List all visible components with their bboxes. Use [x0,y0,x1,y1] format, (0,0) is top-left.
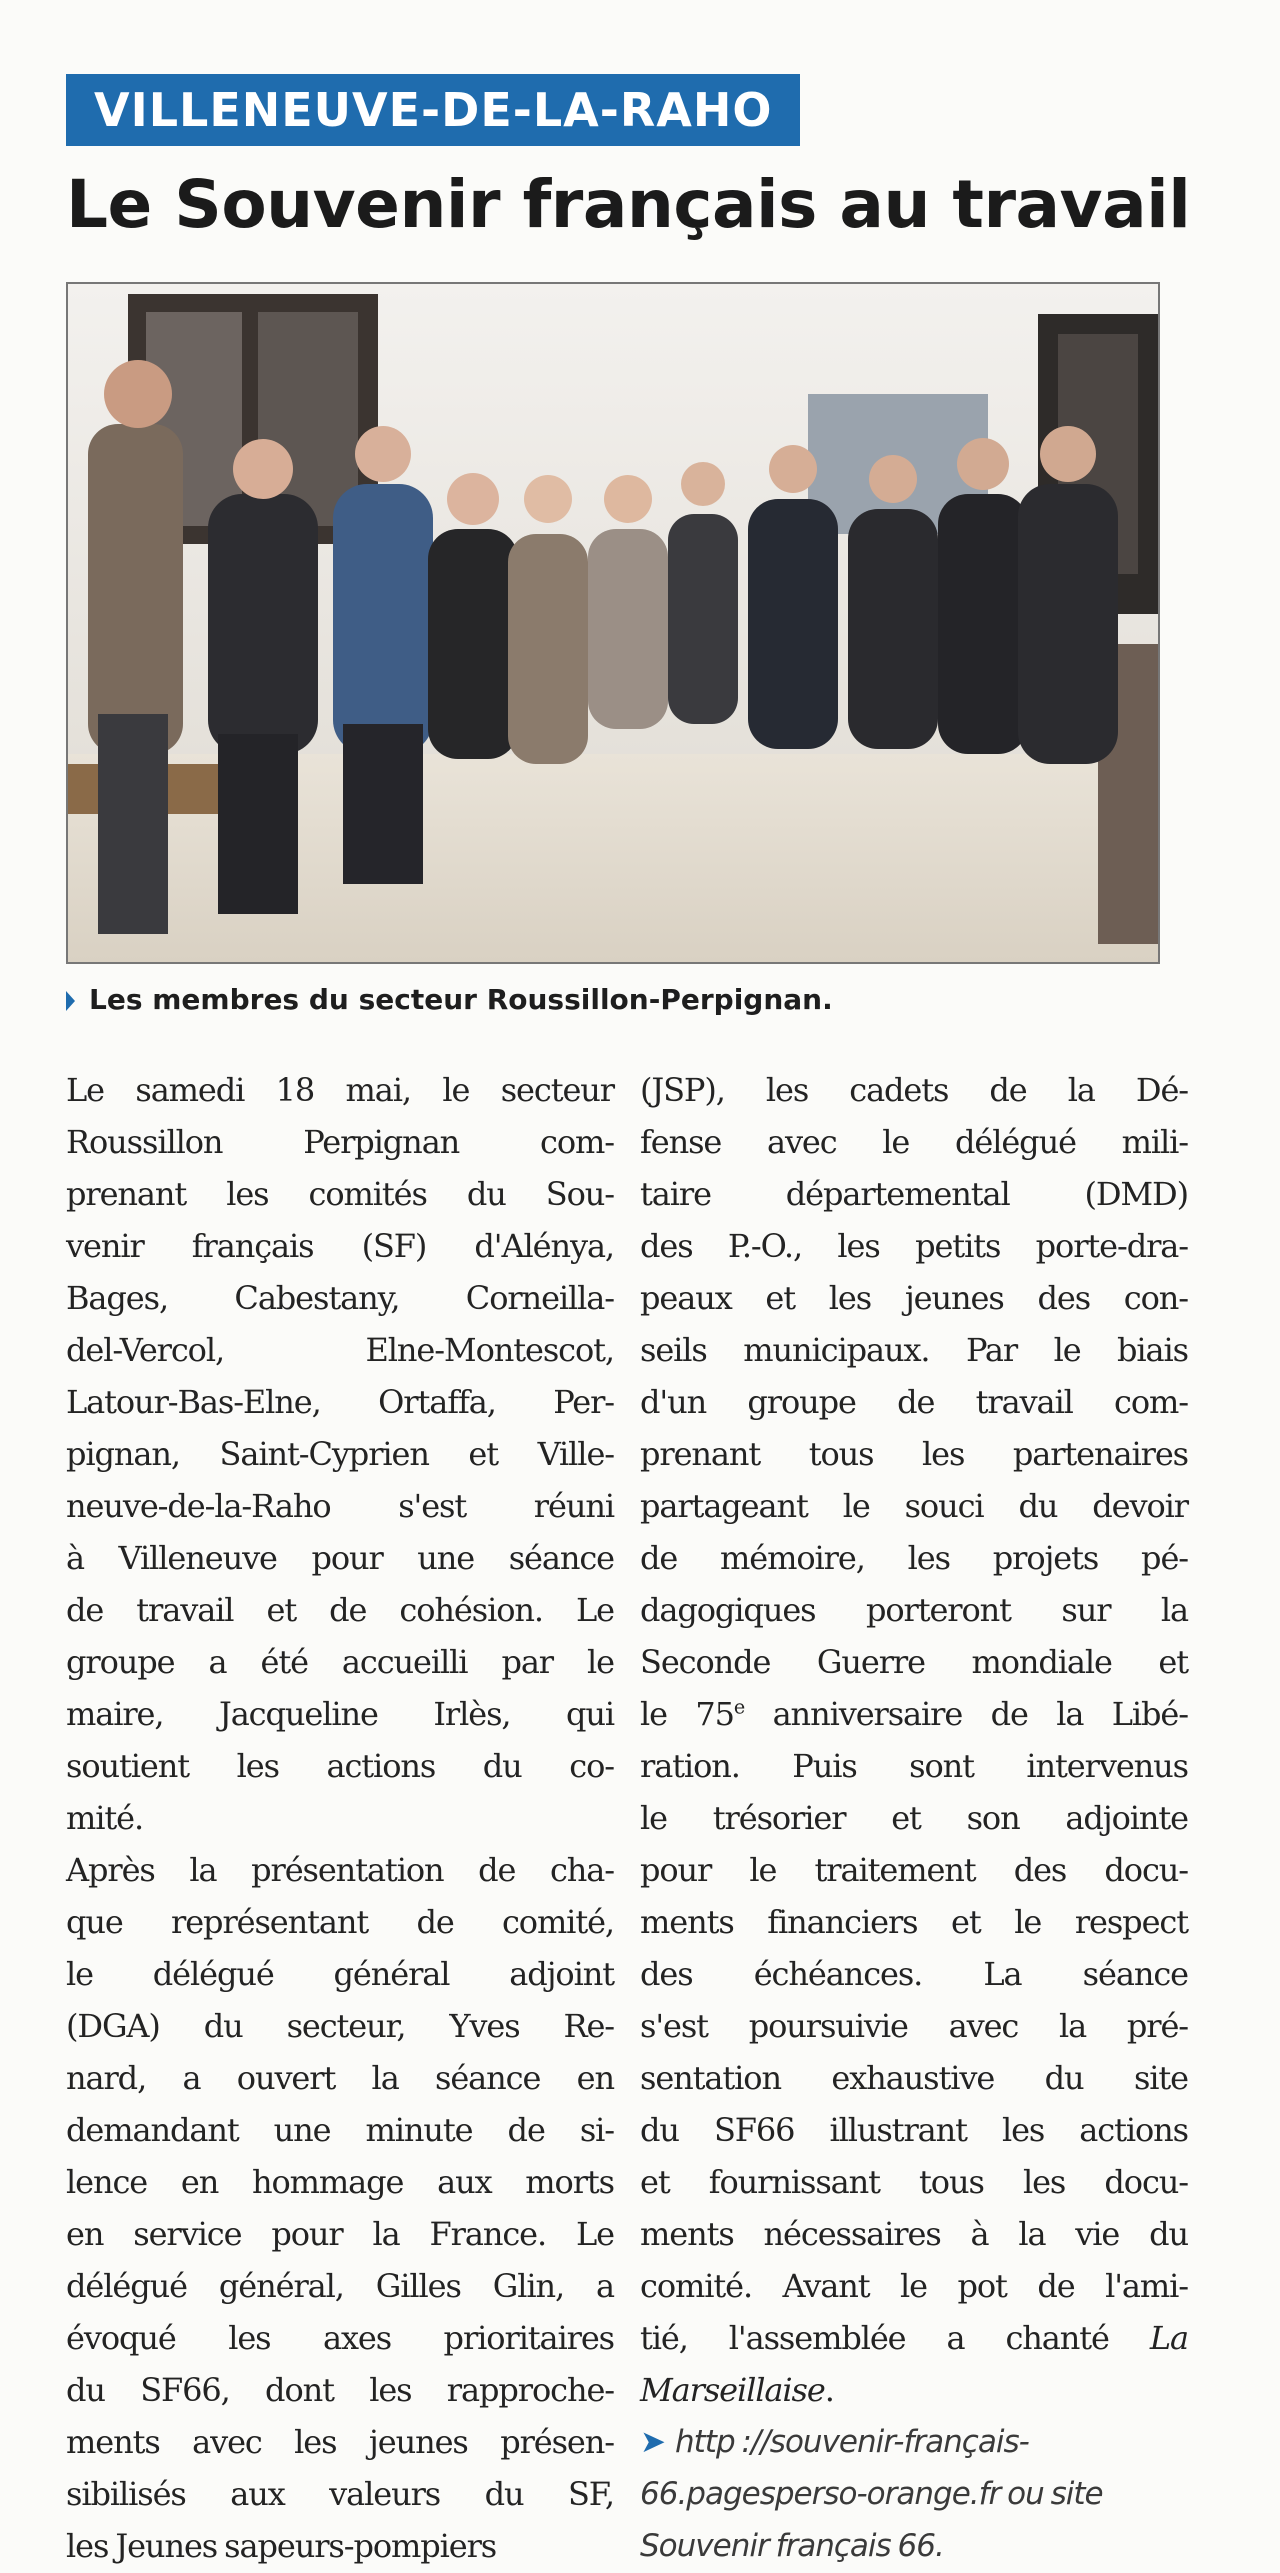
text-line: neuve-de-la-Raho s'est réuni [66,1487,614,1525]
article-column-right [640,1064,1188,2572]
text-line: et fournissant tous les docu- [640,2163,1188,2201]
web-reference-line [640,2468,1188,2520]
text-line: de mémoire, les projets pé- [640,1539,1188,1577]
arrow-right-icon: ➤ [640,2424,665,2460]
text-line: nard, a ouvert la séance en [66,2059,614,2097]
caption-marker-icon [66,991,75,1011]
text-line: tié, l'assemblée a chanté La [640,2319,1188,2357]
web-reference-line [640,2520,1188,2572]
text-line: dagogiques porteront sur la [640,1591,1188,1629]
text-line: des échéances. La séance [640,1955,1188,1993]
text-line: du SF66 illustrant les actions [640,2111,1188,2149]
photo-caption [66,980,833,1020]
text-line: Marseillaise. [640,2371,834,2409]
text-line: prenant tous les partenaires [640,1435,1188,1473]
web-reference-text: http ://souvenir-français- [674,2424,1029,2460]
text-line: évoqué les axes prioritaires [66,2319,614,2357]
text-line: mité. [66,1799,144,1837]
text-line: les Jeunes sapeurs-pompiers [66,2527,497,2565]
text-line: Roussillon Perpignan com- [66,1123,614,1161]
text-line: le trésorier et son adjointe [640,1799,1188,1837]
text-line: des P.-O., les petits porte-dra- [640,1227,1188,1265]
text-line: venir français (SF) d'Alénya, [66,1227,614,1265]
text-line: ments nécessaires à la vie du [640,2215,1188,2253]
web-reference-text: 66.pagesperso-orange.fr ou site [640,2476,1103,2512]
location-kicker: VILLENEUVE-DE-LA-RAHO [66,74,800,146]
text-line: que représentant de comité, [66,1903,614,1941]
text-line: seils municipaux. Par le biais [640,1331,1188,1369]
group-photo [66,282,1160,964]
text-line: de travail et de cohésion. Le [66,1591,614,1629]
text-line: sibilisés aux valeurs du SF, [66,2475,614,2513]
article-column-left [66,1064,614,2572]
text-line: soutient les actions du co- [66,1747,614,1785]
text-line: (DGA) du secteur, Yves Re- [66,2007,614,2045]
text-line: demandant une minute de si- [66,2111,614,2149]
text-line: lence en hommage aux morts [66,2163,614,2201]
text-line: Le samedi 18 mai, le secteur [66,1071,614,1109]
photo-caption-text: Les membres du secteur Roussillon-Perpignan. [89,983,833,1016]
text-line: à Villeneuve pour une séance [66,1539,614,1577]
text-line: s'est poursuivie avec la pré- [640,2007,1188,2045]
text-line: comité. Avant le pot de l'ami- [640,2267,1188,2305]
text-line: Bages, Cabestany, Corneilla- [66,1279,614,1317]
text-line: le délégué général adjoint [66,1955,614,1993]
text-line: maire, Jacqueline Irlès, qui [66,1695,614,1733]
text-line: délégué général, Gilles Glin, a [66,2267,614,2305]
text-line: partageant le souci du devoir [640,1487,1188,1525]
text-line: Seconde Guerre mondiale et [640,1643,1188,1681]
text-line: Après la présentation de cha- [66,1851,614,1889]
text-line: ration. Puis sont intervenus [640,1747,1188,1785]
text-line: sentation exhaustive du site [640,2059,1188,2097]
text-line: d'un groupe de travail com- [640,1383,1188,1421]
text-line: peaux et les jeunes des con- [640,1279,1188,1317]
web-reference-text: Souvenir français 66. [640,2528,944,2564]
text-line: pour le traitement des docu- [640,1851,1188,1889]
text-line: pignan, Saint-Cyprien et Ville- [66,1435,614,1473]
text-line: ments avec les jeunes présen- [66,2423,614,2461]
text-line: Latour-Bas-Elne, Ortaffa, Per- [66,1383,614,1421]
text-line: fense avec le délégué mili- [640,1123,1188,1161]
text-line: (JSP), les cadets de la Dé- [640,1071,1188,1109]
text-line: du SF66, dont les rapproche- [66,2371,614,2409]
text-line: del-Vercol, Elne-Montescot, [66,1331,614,1369]
text-line: en service pour la France. Le [66,2215,614,2253]
text-line: le 75e anniversaire de la Libé- [640,1695,1188,1733]
headline: Le Souvenir français au travail [66,166,1191,243]
text-line: prenant les comités du Sou- [66,1175,614,1213]
text-line: ments financiers et le respect [640,1903,1188,1941]
text-line: taire départemental (DMD) [640,1175,1188,1213]
text-line: groupe a été accueilli par le [66,1643,614,1681]
web-reference-line [640,2416,1188,2468]
